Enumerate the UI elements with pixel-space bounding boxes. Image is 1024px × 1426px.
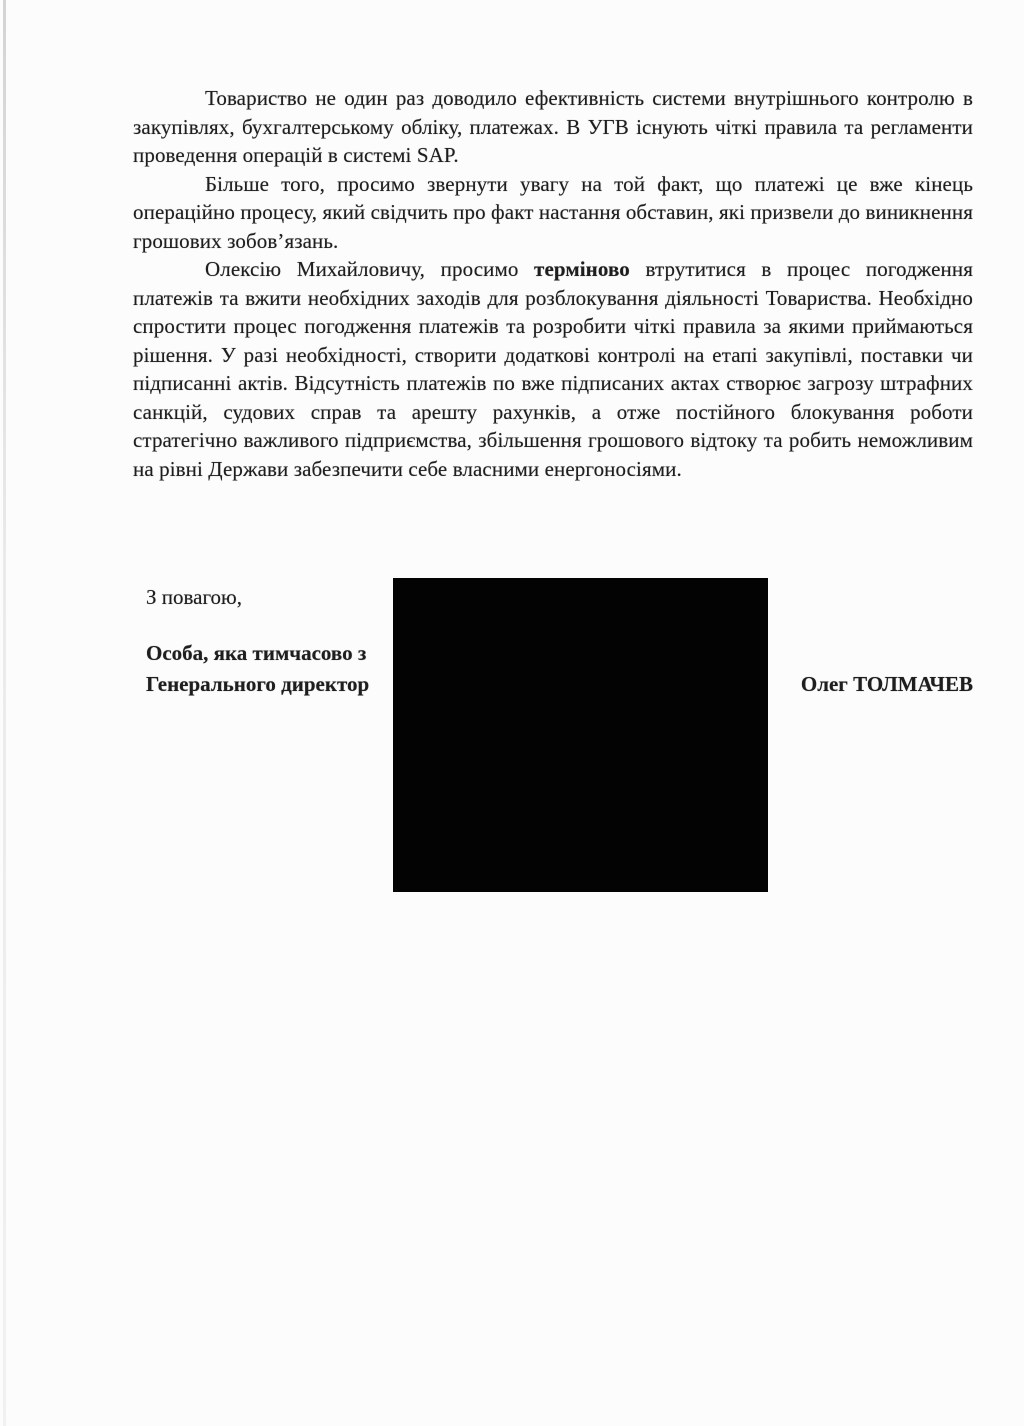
signature-title-line1: Особа, яка тимчасово з bbox=[146, 641, 367, 665]
redaction-black-box bbox=[393, 578, 768, 892]
signatory-name: Олег ТОЛМАЧЕВ bbox=[800, 672, 973, 696]
signature-title-line2: Генерального директор bbox=[146, 672, 370, 696]
paragraph-payments-process: Більше того, просимо звернути увагу на той факт, що платежі це вже кінець операційно процесу, який свідчить про факт настання обставин, які призвели до виникнення грошових зобов’язань. bbox=[133, 171, 973, 253]
urgent-bold-word: терміново bbox=[534, 257, 630, 281]
scan-edge-line bbox=[3, 0, 6, 1426]
paragraph-urgent-request-end: втрутитися в процес погодження платежів та вжити необхідних заходів для розблокування діяльності Товариства. Необхідно спростити процес погодження платежів та розробити чіткі правила за якими приймаються рішення. У разі необхідності, створити додаткові контролі на етапі закупівлі, поставки чи підписанні актів. Відсутність платежів по вже підписаних актах створює загрозу штрафних санкцій, судових справ та арешту рахунків, а отже постійного блокування роботи стратегічно важливого підприємства, збільшення грошового відтоку та робить неможливим на рівні Держави забезпечити себе власними енергоносіями. bbox=[133, 257, 973, 481]
paragraph-internal-control: Товариство не один раз доводило ефективність системи внутрішнього контролю в закупівлях, бухгалтерському обліку, платежах. В УГВ існують чіткі правила та регламенти проведення операцій в системі SAP. bbox=[133, 86, 973, 167]
letter-body bbox=[133, 84, 973, 483]
closing-salutation: З повагою, bbox=[146, 585, 242, 609]
paragraph-urgent-request bbox=[133, 255, 973, 483]
paragraph-urgent-request-start: Олексію Михайловичу, просимо bbox=[205, 257, 535, 281]
